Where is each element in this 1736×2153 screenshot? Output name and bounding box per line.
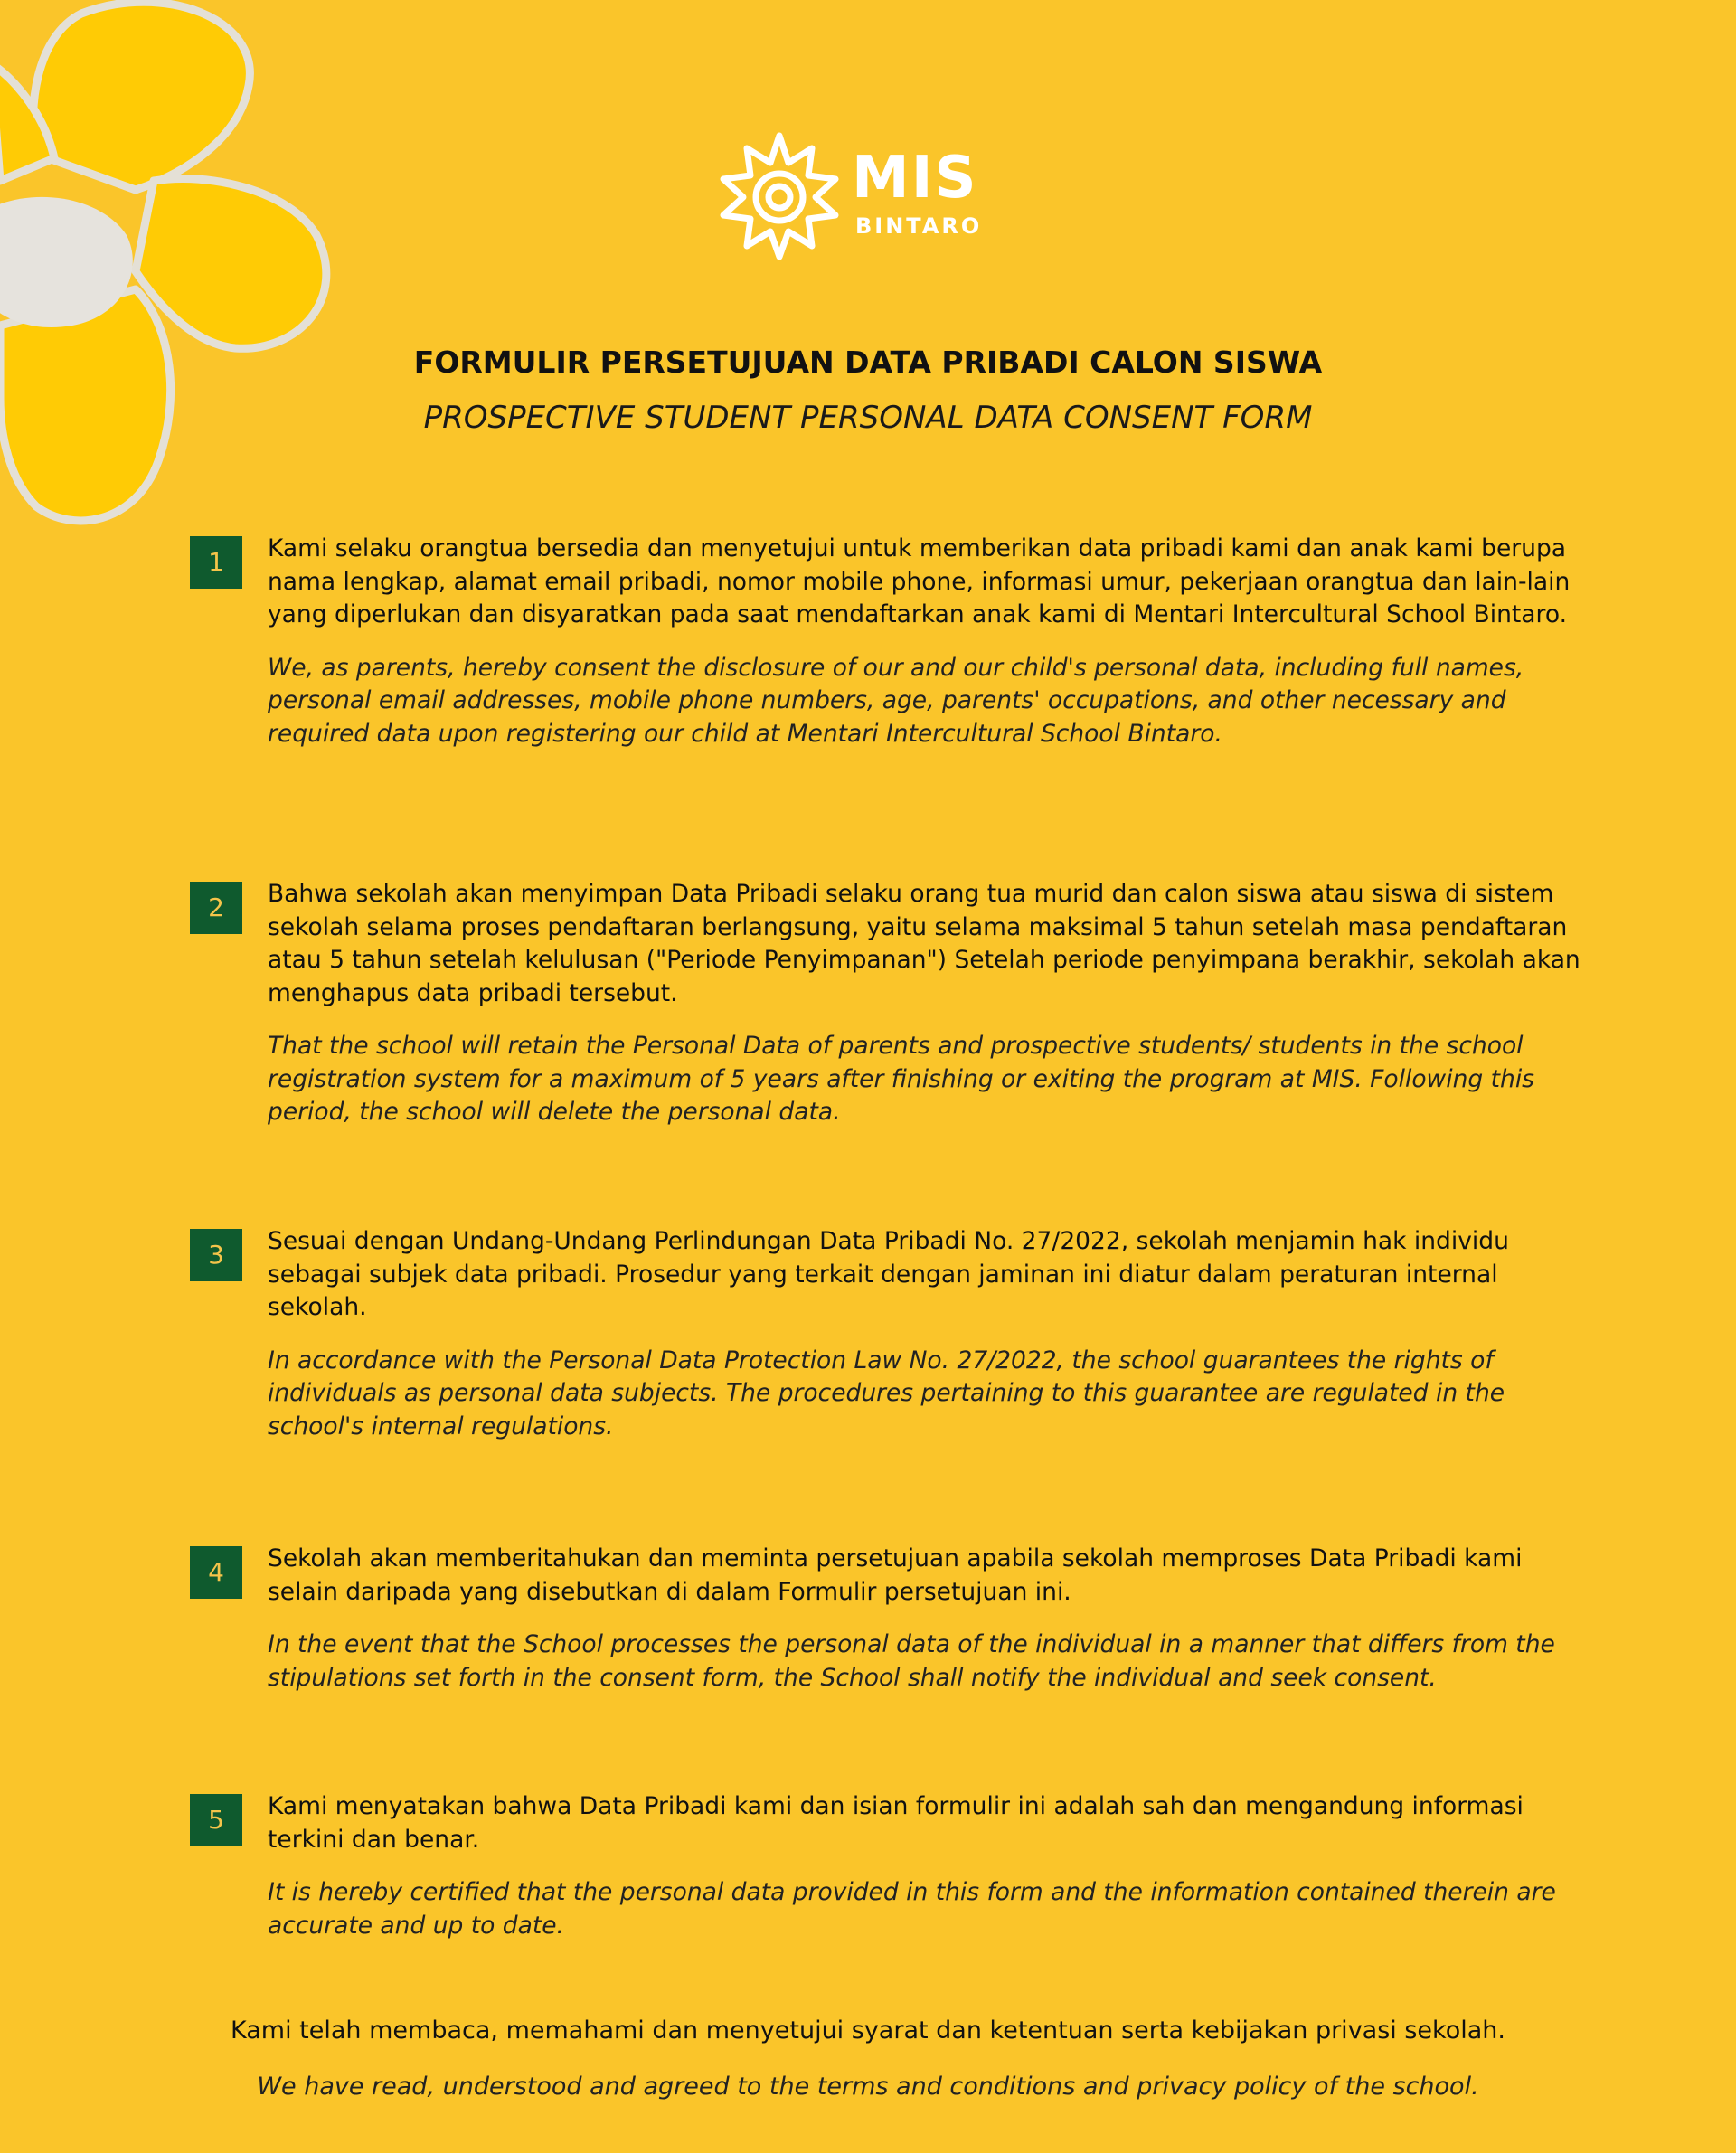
item-text-indonesian: Sekolah akan memberitahukan dan meminta persetujuan apabila sekolah memproses Data Pribadi kami selain daripada yang disebutkan di dalam Formulir persetujuan ini.	[268, 1544, 1523, 1606]
item-text-english: In accordance with the Personal Data Protection Law No. 27/2022, the school guarantees the rights of individuals as personal data subjects. The procedures pertaining to this guarantee are regulated in the school's internal regulations.	[268, 1346, 1505, 1440]
school-logo	[712, 128, 993, 262]
consent-item	[190, 1543, 1591, 1695]
item-number-badge: 1	[190, 536, 242, 589]
item-number-badge: 5	[190, 1794, 242, 1846]
consent-item	[190, 533, 1591, 751]
item-text-english: That the school will retain the Personal Data of parents and prospective students/ students in the school registration system for a maximum of 5 years after finishing or exiting the program at MIS. Following this period, the school will delete the personal data.	[268, 1032, 1534, 1126]
item-text-indonesian: Kami selaku orangtua bersedia dan menyetujui untuk memberikan data pribadi kami dan anak kami berupa nama lengkap, alamat email pribadi, nomor mobile phone, informasi umur, pekerjaan orangtua dan lain-lain yang diperlukan dan disyaratkan pada saat mendaftarkan anak kami di Mentari Intercultural School Bintaro.	[268, 534, 1571, 628]
logo-subtitle: BINTARO	[855, 213, 983, 239]
flower-icon	[0, 0, 362, 561]
item-number-badge: 2	[190, 882, 242, 934]
item-text-english: In the event that the School processes the personal data of the individual in a manner that differs from the stipulations set forth in the consent form, the School shall notify the individual and seek consent.	[268, 1630, 1555, 1692]
item-text-indonesian: Kami menyatakan bahwa Data Pribadi kami dan isian formulir ini adalah sah dan mengandung informasi terkini dan benar.	[268, 1792, 1524, 1854]
item-number-badge: 3	[190, 1229, 242, 1281]
item-text-english: It is hereby certified that the personal data provided in this form and the information contained therein are accurate and up to date.	[268, 1878, 1556, 1940]
sun-emblem-icon	[712, 128, 846, 262]
item-text-indonesian: Bahwa sekolah akan menyimpan Data Pribadi selaku orang tua murid dan calon siswa atau siswa di sistem sekolah selama proses pendaftaran berlangsung, yaitu selama maksimal 5 tahun setelah masa pendaftaran atau 5 tahun setelah kelulusan ("Periode Penyimpanan") Setelah periode penyimpana berakhir, sekolah akan menghapus data pribadi tersebut.	[268, 880, 1580, 1007]
page-subtitle: PROSPECTIVE STUDENT PERSONAL DATA CONSENT FORM	[423, 400, 1313, 436]
consent-item	[190, 1790, 1591, 1942]
consent-item	[190, 878, 1591, 1129]
agreement-statement-indonesian: Kami telah membaca, memahami dan menyetujui syarat dan ketentuan serta kebijakan privasi sekolah.	[231, 2016, 1505, 2044]
item-text-english: We, as parents, hereby consent the disclosure of our and our child's personal data, including full names, personal email addresses, mobile phone numbers, age, parents' occupations, and other necessary and required data upon registering our child at Mentari Intercultural School Bintaro.	[268, 653, 1524, 748]
agreement-statement-english: We have read, understood and agreed to the terms and conditions and privacy policy of the school.	[257, 2073, 1479, 2101]
item-text-indonesian: Sesuai dengan Undang-Undang Perlindungan Data Pribadi No. 27/2022, sekolah menjamin hak individu sebagai subjek data pribadi. Prosedur yang terkait dengan jaminan ini diatur dalam peraturan internal sekolah.	[268, 1227, 1509, 1321]
item-number-badge: 4	[190, 1546, 242, 1599]
logo-name: MIS	[852, 145, 978, 212]
page-title: FORMULIR PERSETUJUAN DATA PRIBADI CALON SISWA	[413, 345, 1323, 380]
consent-item	[190, 1225, 1591, 1443]
